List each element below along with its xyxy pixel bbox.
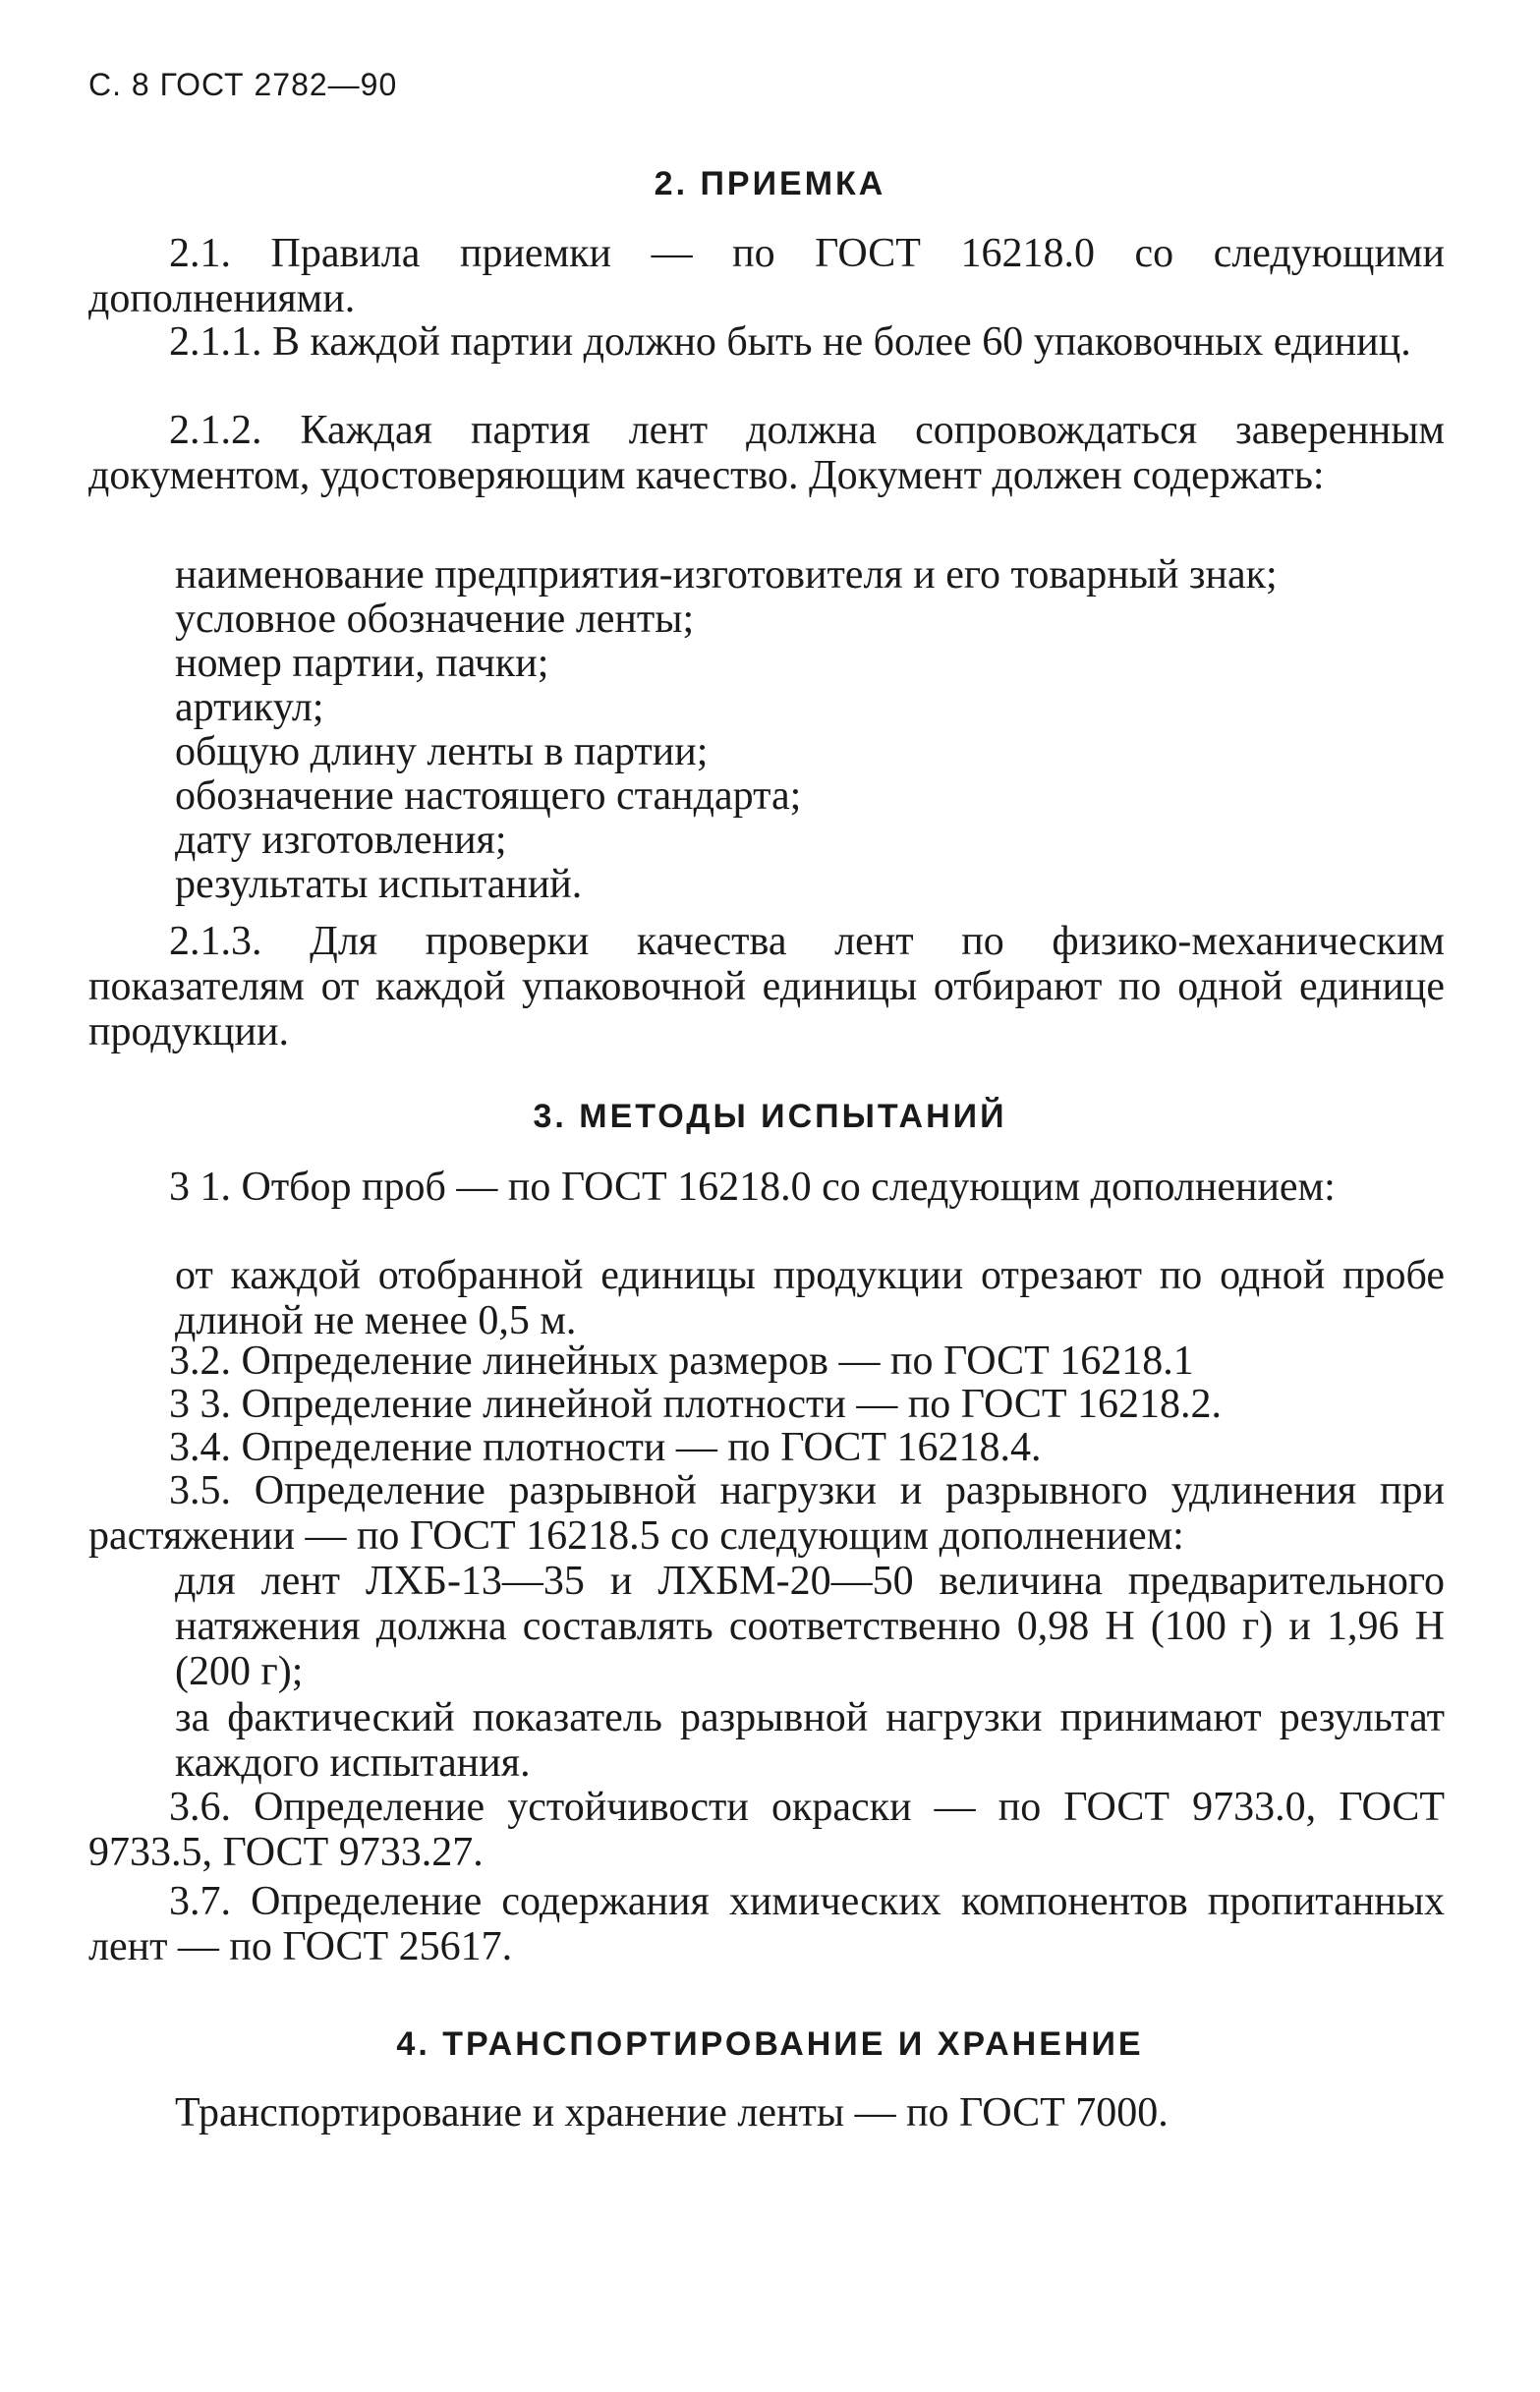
list-item: номер партии, пачки; [175, 641, 549, 686]
paragraph-3-7: 3.7. Определение содержания химических компонентов пропитанных лент — по ГОСТ 25617. [88, 1879, 1445, 1969]
paragraph-3-4: 3.4. Определение плотности — по ГОСТ 16218.4. [169, 1425, 1042, 1470]
page-header: С. 8 ГОСТ 2782—90 [88, 67, 398, 102]
list-item: общую длину ленты в партии; [175, 729, 709, 774]
list-item: дату изготовления; [175, 818, 507, 863]
paragraph-3-2: 3.2. Определение линейных размеров — по ГОСТ 16218.1 [169, 1338, 1194, 1384]
list-item: обозначение настоящего стандарта; [175, 773, 802, 819]
paragraph-2-1-2: 2.1.2. Каждая партия лент должна сопровождаться заверенным документом, удостоверяющим качество. Документ должен содержать: [88, 408, 1445, 498]
paragraph-3-6: 3.6. Определение устойчивости окраски — по ГОСТ 9733.0, ГОСТ 9733.5, ГОСТ 9733.27. [88, 1785, 1445, 1875]
paragraph-3-5-result: за фактический показатель разрывной нагрузки принимают результат каждого испытания. [175, 1695, 1445, 1786]
document-contents-list [175, 553, 1453, 907]
paragraph-3-3: 3 3. Определение линейной плотности — по ГОСТ 16218.2. [169, 1382, 1223, 1427]
section-2-title: 2. ПРИЕМКА [654, 165, 886, 202]
paragraph-3-1: 3 1. Отбор проб — по ГОСТ 16218.0 со следующим дополнением: [169, 1165, 1336, 1210]
list-item: артикул; [175, 685, 324, 730]
paragraph-3-5-addition: для лент ЛХБ-13—35 и ЛХБМ-20—50 величина предварительного натяжения должна составлять соответственно 0,98 Н (100 г) и 1,96 Н (200 г); [175, 1559, 1445, 1694]
paragraph-2-1-1: 2.1.1. В каждой партии должно быть не более 60 упаковочных единиц. [169, 319, 1411, 365]
paragraph-4: Транспортирование и хранение ленты — по ГОСТ 7000. [175, 2090, 1169, 2136]
list-item: результаты испытаний. [175, 862, 583, 907]
paragraph-2-1-3: 2.1.3. Для проверки качества лент по физико-механическим показателям от каждой упаковочной единицы отбирают по одной единице продукции. [88, 919, 1445, 1054]
section-4-title: 4. ТРАНСПОРТИРОВАНИЕ И ХРАНЕНИЕ [396, 2025, 1144, 2063]
section-3-title: 3. МЕТОДЫ ИСПЫТАНИЙ [533, 1098, 1007, 1135]
paragraph-2-1: 2.1. Правила приемки — по ГОСТ 16218.0 со следующими дополнениями. [88, 231, 1445, 321]
paragraph-3-1-addition: от каждой отобранной единицы продукции отрезают по одной пробе длиной не менее 0,5 м. [175, 1253, 1445, 1343]
paragraph-3-5: 3.5. Определение разрывной нагрузки и разрывного удлинения при растяжении — по ГОСТ 16218.5 со следующим дополнением: [88, 1468, 1445, 1559]
list-item: наименование предприятия-изготовителя и его товарный знак; [175, 552, 1278, 598]
list-item: условное обозначение ленты; [175, 597, 695, 642]
